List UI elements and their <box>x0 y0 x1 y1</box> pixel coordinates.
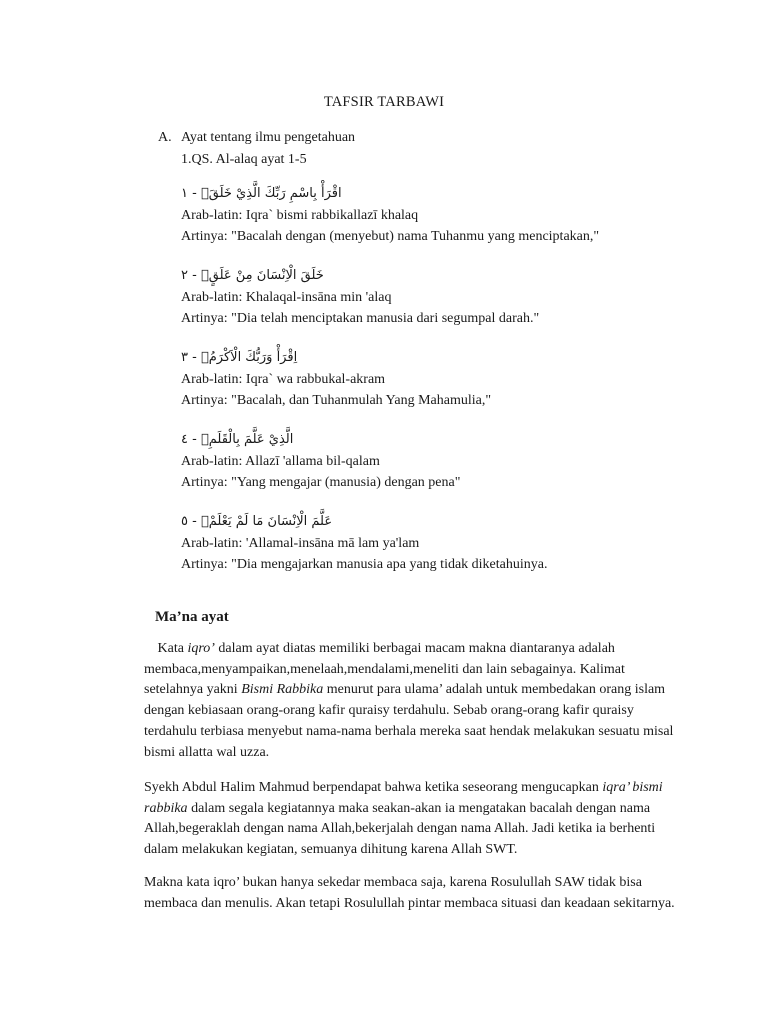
p2-text-a: Syekh Abdul Halim Mahmud berpendapat bahwa ketika seseorang mengucapkan <box>144 780 603 795</box>
mana-paragraph-1 <box>144 639 684 763</box>
verse-2-arabic: خَلَقَ الْاِنْسَانَ مِنْ عَلَقٍۚ - ٢ <box>181 268 324 283</box>
verse-4-meaning: Artinya: "Yang mengajar (manusia) dengan pena" <box>181 475 461 490</box>
verse-1-meaning: Artinya: "Bacalah dengan (menyebut) nama Tuhanmu yang menciptakan," <box>181 229 600 244</box>
mana-heading: Ma’na ayat <box>155 609 229 625</box>
verse-3-arabic: اِقْرَأْ وَرَبُّكَ الْاَكْرَمُۙ - ٣ <box>181 350 298 365</box>
verse-1-arabic: اقْرَأْ بِاسْمِ رَبِّكَ الَّذِيْ خَلَقَۚ - ١ <box>181 186 342 201</box>
section-subheading: 1.QS. Al-alaq ayat 1-5 <box>181 152 307 167</box>
verse-3-latin: Arab-latin: Iqra` wa rabbukal-akram <box>181 372 386 387</box>
mana-paragraph-2 <box>144 778 684 861</box>
verse-5-latin: Arab-latin: 'Allamal-insāna mā lam ya'lam <box>181 536 420 551</box>
verse-3-meaning: Artinya: "Bacalah, dan Tuhanmulah Yang Mahamulia," <box>181 393 492 408</box>
p1-term-bismi-rabbika: Bismi Rabbika <box>241 682 324 698</box>
verse-4-latin: Arab-latin: Allazī 'allama bil-qalam <box>181 454 380 469</box>
p1-text-a: Kata <box>154 641 188 656</box>
section-heading: Ayat tentang ilmu pengetahuan <box>181 130 356 145</box>
p1-term-iqro: iqro’ <box>187 641 215 656</box>
p1-text-c: dalam ayat diatas memiliki berbagai macam makna diantaranya adalah membaca,menyampaikan,menelaah,mendalami,meneliti dan lain sebagainya. Kalimat setelahnya yakni <box>144 641 625 698</box>
verse-2-meaning: Artinya: "Dia telah menciptakan manusia dari segumpal darah." <box>181 311 540 326</box>
mana-paragraph-3: Makna kata iqro’ bukan hanya sekedar membaca saja, karena Rosulullah SAW tidak bisa membaca dan menulis. Akan tetapi Rosulullah pintar membaca situasi dan keadaan sekitarnya. <box>144 875 675 911</box>
verse-2-latin: Arab-latin: Khalaqal-insāna min 'alaq <box>181 290 392 305</box>
p2-term-iqra-bismi-rabbika: iqra’ bismi rabbika <box>144 780 663 816</box>
p1-text-e: menurut para ulama’ adalah untuk membedakan orang islam dengan kebiasaan orang-orang kafir quraisy terdahulu. Sebab orang-orang kafir quraisy terdahulu terbiasa menyebut nama-nama berhala mereka saat hendak melakukan sesuatu misal bismi allatta wal uzza. <box>144 682 674 760</box>
p2-text-c: dalam segala kegiatannya maka seakan-akan ia mengatakan bacalah dengan nama Allah,begeraklah dengan nama Allah,bekerjalah dengan nama Allah. Jadi ketika ia berhenti dalam melakukan kegiatan, semuanya dihitung karena Allah SWT. <box>144 800 656 858</box>
verse-5-arabic: عَلَّمَ الْاِنْسَانَ مَا لَمْ يَعْلَمْۗ - ٥ <box>181 514 333 529</box>
section-letter: A. <box>158 130 172 145</box>
verse-1-latin: Arab-latin: Iqra` bismi rabbikallazī khalaq <box>181 208 419 223</box>
verse-4-arabic: الَّذِيْ عَلَّمَ بِالْقَلَمِۙ - ٤ <box>181 432 294 447</box>
document-title: TAFSIR TARBAWI <box>323 94 445 110</box>
verse-5-meaning: Artinya: "Dia mengajarkan manusia apa yang tidak diketahuinya. <box>181 557 548 572</box>
